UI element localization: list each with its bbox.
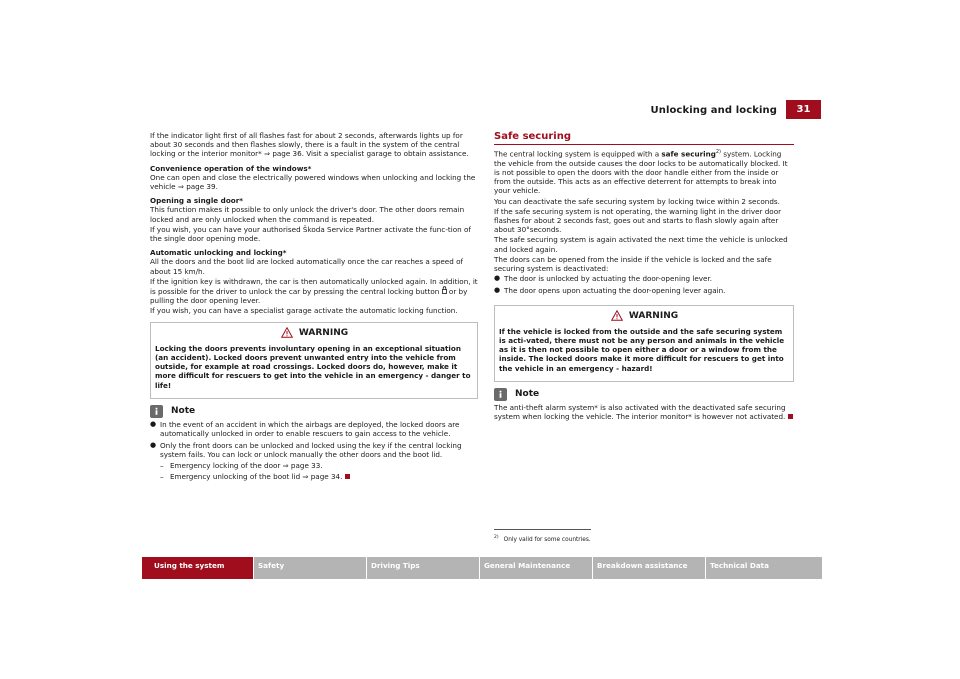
dash-item-1: Emergency locking of the door ⇒ page 33. — [170, 460, 323, 470]
dash-item-2: Emergency unlocking of the boot lid ⇒ page 34. — [170, 471, 343, 481]
warning-header — [499, 310, 790, 324]
footnote-reference: 2) — [715, 149, 721, 156]
auto-locking-heading: Automatic unlocking and locking* — [150, 248, 287, 258]
single-door-paragraph-2: If you wish, you can have your authorised Škoda Service Partner activate the func-tion of the single door opening mode. — [150, 224, 471, 244]
list-item — [150, 441, 478, 459]
safe-securing-paragraph-2: You can deactivate the safe securing system by locking twice within 2 seconds. — [494, 196, 780, 206]
note-text-content: The anti-theft alarm system* is also activated with the deactivated safe securing system when locking the vehicle. The interior monitor* is however not activated. — [494, 402, 786, 422]
info-note-icon — [150, 405, 163, 418]
section-title: Safe securing — [494, 132, 794, 145]
note-bullet-1: In the event of an accident in which the airbags are deployed, the locked doors are automatically unlocked in order to enable rescuers to gain access to the vehicle. — [160, 419, 460, 439]
tab-general-maintenance[interactable]: General Maintenance — [480, 557, 593, 579]
end-of-section-icon — [788, 414, 793, 419]
warning-box — [494, 305, 794, 382]
end-of-section-icon — [345, 474, 350, 479]
safe-bullet-1: The door is unlocked by actuating the door-opening lever. — [504, 274, 713, 284]
list-item — [150, 420, 478, 438]
auto-locking-paragraph-2 — [150, 277, 478, 306]
tab-safety[interactable]: Safety — [254, 557, 367, 579]
bullet-icon: ● — [494, 274, 501, 283]
warning-triangle-icon — [281, 327, 293, 341]
intro-paragraph: If the indicator light first of all flashes fast for about 2 seconds, afterwards lights up for about 30 seconds and then flashes slowly, there is a fault in the system of the central locking or the interior monitor* ⇒ page 36. Visit a specialist garage to obtain assistance. — [150, 131, 469, 159]
left-column — [150, 131, 478, 483]
warning-box — [150, 322, 478, 399]
right-column — [494, 132, 794, 426]
warning-title: WARNING — [628, 311, 679, 322]
bullet-icon: ● — [150, 419, 157, 428]
warning-title: WARNING — [298, 328, 349, 339]
p1-text-b: system. Locking the vehicle from the outside causes the door locks to be automatically blocked. It is not possible to open the doors with the door handle either from the inside or from the outside. This acts as an effective deterrent for attempts to break into your vehicle. — [494, 149, 788, 196]
footnote-divider — [494, 529, 591, 530]
convenience-paragraph: One can open and close the electrically powered windows when unlocking and locking the vehicle ⇒ page 39. — [150, 172, 476, 192]
list-item — [160, 472, 478, 481]
running-header-title: Unlocking and locking — [650, 105, 777, 116]
footer-nav — [142, 557, 822, 579]
page-number: 31 — [786, 100, 821, 119]
auto-locking-paragraph-1: All the doors and the boot lid are locked automatically once the car reaches a speed of about 15 km/h. — [150, 257, 464, 276]
bullet-icon: ● — [494, 286, 501, 295]
auto-locking-text-b: or by pulling the door opening lever. — [150, 287, 468, 306]
footnote-marker: 2) — [494, 535, 499, 540]
convenience-heading: Convenience operation of the windows* — [150, 163, 312, 173]
list-item — [494, 286, 794, 295]
note-header — [150, 405, 478, 418]
single-door-paragraph-1: This function makes it possible to only unlock the driver's door. The other doors remain locked and are only unlocked when the command is repeated. — [150, 205, 465, 224]
note-title: Note — [515, 388, 540, 399]
footnote-text: Only valid for some countries. — [503, 536, 591, 543]
safe-bullet-2: The door opens upon actuating the door-opening lever again. — [504, 286, 726, 296]
single-door-heading: Opening a single door* — [150, 196, 243, 206]
safe-securing-paragraph-4: The safe securing system is again activated the next time the vehicle is unlocked and locked again. — [494, 235, 788, 254]
safe-securing-paragraph-3: If the safe securing system is not operating, the warning light in the driver door flashes for about 2 seconds fast, goes out and starts to flash slowly again after about 30°seconds. — [494, 206, 782, 235]
warning-text: If the vehicle is locked from the outside and the safe securing system is acti-vated, there must not be any person and animals in the vehicle as it is then not possible to open either a door or a window from the inside. The locked doors make it more difficult for rescuers to get into the vehicle in an emergency - hazard! — [499, 326, 785, 373]
p1-text-a: The central locking system is equipped with a — [494, 149, 662, 159]
dash-icon: – — [160, 460, 164, 470]
warning-text: Locking the doors prevents involuntary opening in an exceptional situation (an accident). Locked doors prevent unwanted entry into the vehicle from outside, for example at road crossings. Locked doors do, however, make it more difficult for rescuers to get into the vehicle in an emergency - danger to life! — [155, 343, 471, 390]
safe-securing-paragraph-1 — [494, 148, 794, 195]
note-title: Note — [171, 405, 196, 416]
tab-using-the-system[interactable]: Using the system — [142, 557, 254, 579]
auto-locking-paragraph-3: If you wish, you can have a specialist garage activate the automatic locking function. — [150, 306, 458, 316]
note-text — [494, 403, 794, 421]
note-header — [494, 388, 794, 401]
tab-driving-tips[interactable]: Driving Tips — [367, 557, 480, 579]
auto-locking-text-a: If the ignition key is withdrawn, the car is then automatically unlocked again. In addition, it is possible for the driver to unlock the car by pressing the central locking button — [150, 276, 478, 297]
note-bullet-2: Only the front doors can be unlocked and locked using the key if the central locking system fails. You can lock or unlock manually the other doors and the boot lid. — [160, 441, 462, 460]
tab-breakdown-assistance[interactable]: Breakdown assistance — [593, 557, 706, 579]
info-note-icon — [494, 388, 507, 401]
p1-bold-term: safe securing — [661, 149, 716, 159]
footnote — [494, 535, 591, 543]
dash-icon: – — [160, 471, 164, 481]
bullet-icon: ● — [150, 441, 157, 450]
list-item — [160, 461, 478, 470]
warning-header — [155, 327, 474, 341]
safe-securing-paragraph-5: The doors can be opened from the inside if the vehicle is locked and the safe securing system is deactivated: — [494, 254, 772, 274]
warning-triangle-icon — [611, 310, 623, 324]
tab-technical-data[interactable]: Technical Data — [706, 557, 822, 579]
list-item — [494, 274, 794, 283]
